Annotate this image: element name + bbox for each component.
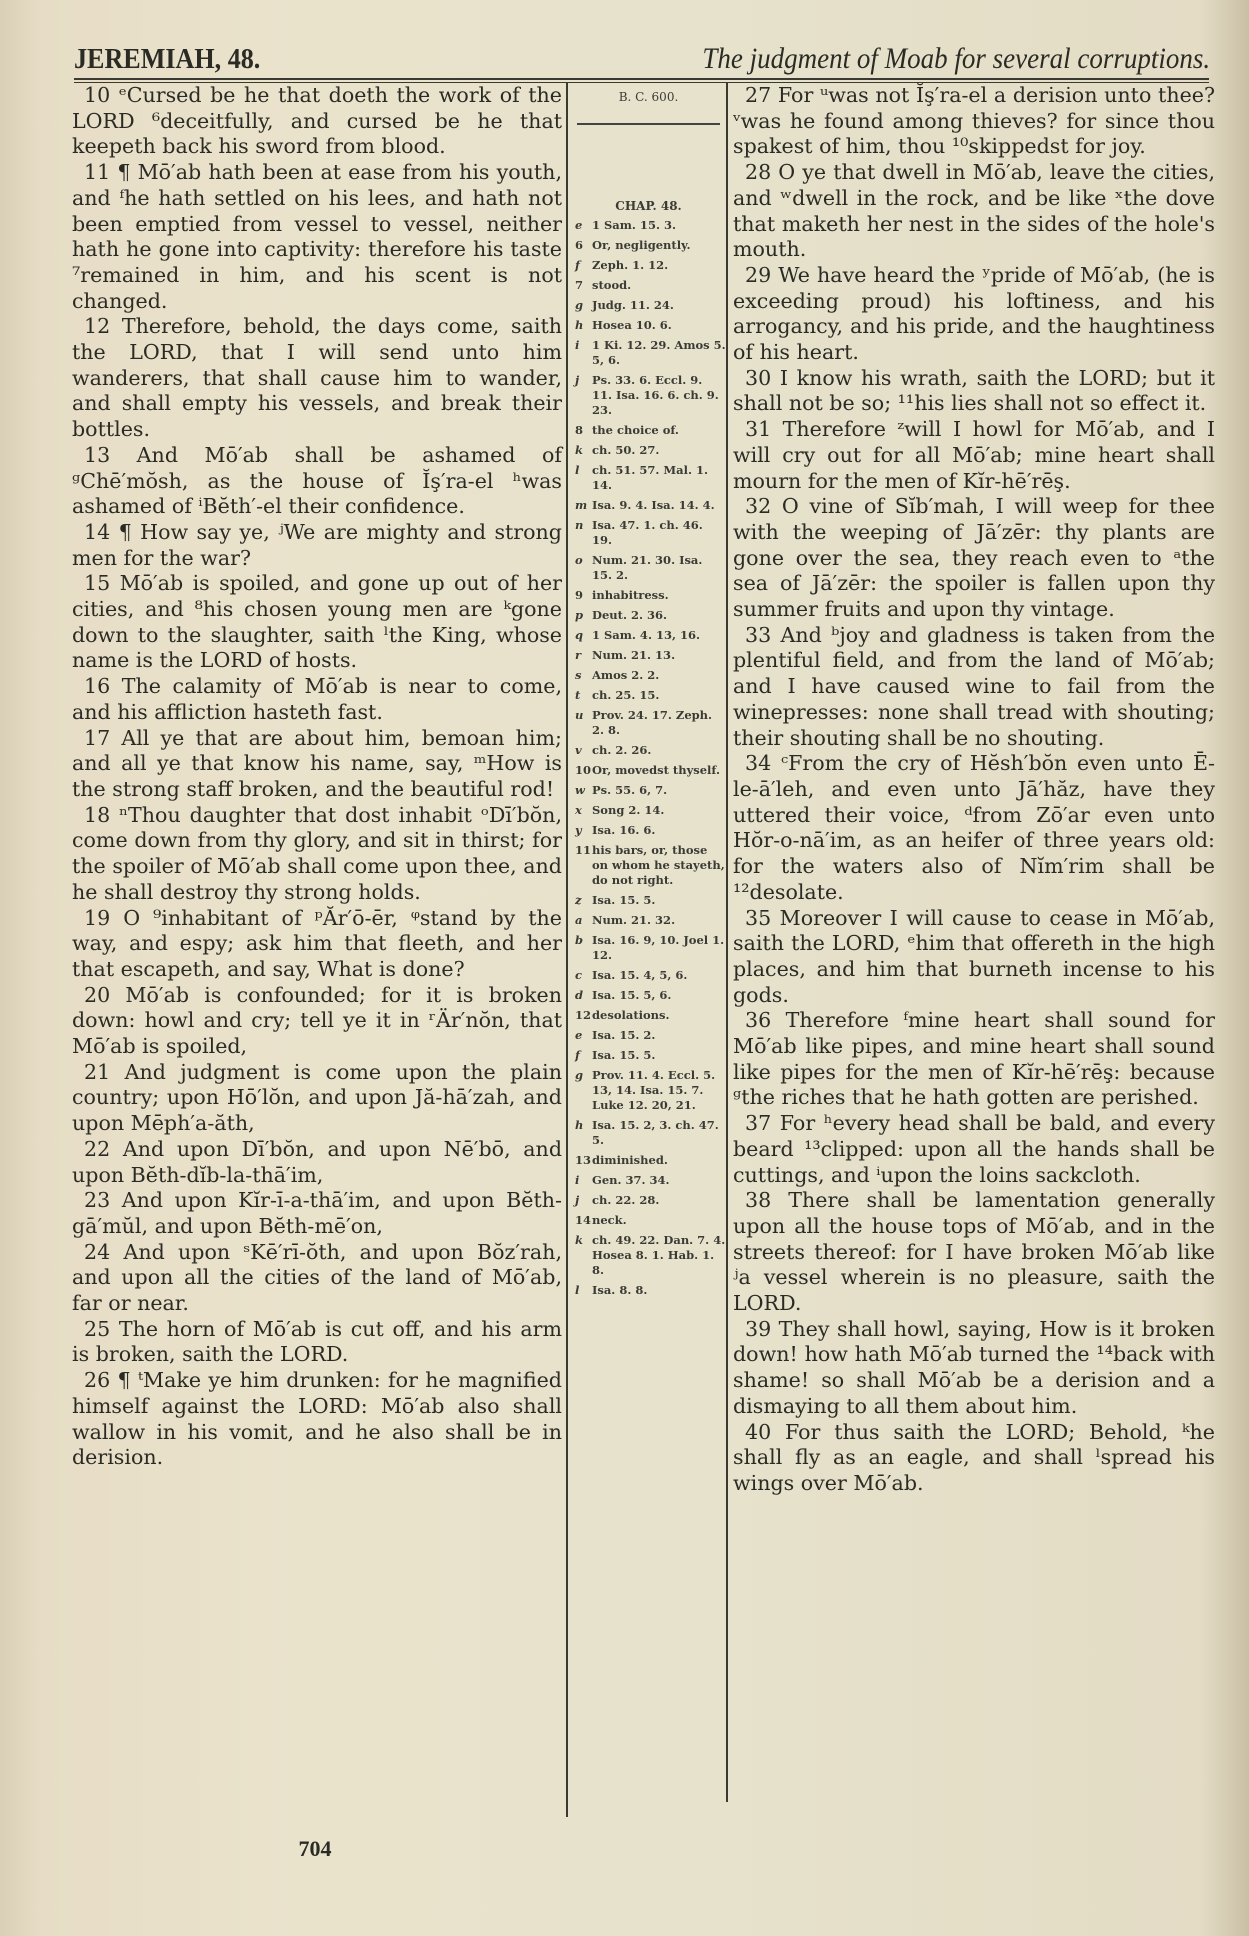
reference-text: the choice of.: [592, 423, 679, 437]
verse: 27 For ᵘwas not Ĭş′ra-el a derision unto thee? ᵛwas he found among thieves? for since thou spakest of him, thou ¹⁰skippedst for joy.: [733, 83, 1215, 159]
reference-marker: 12: [575, 1008, 592, 1022]
reference-text: Isa. 15. 2, 3. ch. 47. 5.: [592, 1118, 719, 1147]
reference-text: Gen. 37. 34.: [592, 1173, 670, 1187]
reference-marker: v: [575, 743, 582, 757]
reference-marker: j: [575, 373, 580, 387]
cross-reference: [571, 588, 726, 603]
reference-text: Song 2. 14.: [592, 803, 665, 817]
verse: 21 And judgment is come upon the plain country; upon Hō′lŏn, and upon Jă-hā′zah, and upon Mēph′a-ăth,: [72, 1059, 562, 1136]
cross-reference: [571, 1213, 726, 1228]
cross-reference: [571, 318, 726, 333]
cross-reference: [571, 893, 726, 908]
cross-reference: [571, 933, 726, 963]
running-header: [74, 36, 1210, 76]
cross-reference: [571, 668, 726, 683]
reference-text: stood.: [592, 278, 632, 292]
cross-reference: [571, 968, 726, 983]
reference-marker: l: [575, 463, 580, 477]
reference-text: Zeph. 1. 12.: [592, 258, 669, 272]
reference-marker: g: [575, 1068, 584, 1082]
reference-marker: f: [575, 1048, 580, 1062]
verse: 23 And upon Kĭr-ī-a-thā′im, and upon Bĕth-gā′mŭl, and upon Bĕth-mē′on,: [72, 1188, 562, 1238]
verse: 22 And upon Dī′bŏn, and upon Nē′bō, and upon Bĕth-dĭb-la-thā′im,: [72, 1136, 562, 1187]
cross-reference: [571, 763, 726, 778]
verse: 15 Mō′ab is spoiled, and gone up out of her cities, and ⁸his chosen young men are ᵏgone down to the slaughter, saith ˡthe King, whose name is the LORD of hosts.: [72, 571, 562, 673]
reference-marker: a: [575, 913, 583, 927]
reference-marker: 6: [575, 238, 584, 252]
reference-marker: 10: [575, 763, 592, 777]
cross-reference: [571, 988, 726, 1003]
reference-text: Num. 21. 32.: [592, 913, 676, 927]
reference-text: Deut. 2. 36.: [592, 608, 667, 622]
cross-reference: [571, 1008, 726, 1023]
cross-reference: [571, 803, 726, 818]
reference-list: [571, 218, 726, 1298]
reference-marker: u: [575, 708, 584, 722]
reference-marker: h: [575, 318, 584, 332]
cross-reference: [571, 1193, 726, 1208]
verse: 28 O ye that dwell in Mō′ab, leave the cities, and ʷdwell in the rock, and be like ˣthe dove that maketh her nest in the sides of the hole's mouth.: [733, 160, 1215, 262]
reference-text: 1 Ki. 12. 29. Amos 5. 5, 6.: [592, 338, 726, 367]
cross-reference: [571, 298, 726, 313]
reference-text: desolations.: [592, 1008, 670, 1022]
cross-reference: [571, 783, 726, 798]
reference-marker: x: [575, 803, 582, 817]
reference-marker: e: [575, 1028, 583, 1042]
verse: 14 ¶ How say ye, ʲWe are mighty and strong men for the war?: [72, 519, 562, 570]
reference-text: Amos 2. 2.: [592, 668, 660, 682]
cross-reference: [571, 1028, 726, 1043]
reference-text: Isa. 15. 5, 6.: [592, 988, 672, 1002]
reference-text: 1 Sam. 15. 3.: [592, 218, 676, 232]
cross-reference: [571, 553, 726, 583]
verse: 12 Therefore, behold, the days come, saith the LORD, that I will send unto him wanderers, that shall cause him to wander, and shall empty his vessels, and break their bottles.: [72, 314, 562, 442]
verse: 36 Therefore ᶠmine heart shall sound for Mō′ab like pipes, and mine heart shall sound like pipes for the men of Kĭr-hē′rēş: because ᵍthe riches that he hath gotten are perished.: [733, 1008, 1215, 1110]
reference-marker: s: [575, 668, 582, 682]
reference-marker: e: [575, 218, 583, 232]
reference-text: Isa. 47. 1. ch. 46. 19.: [592, 518, 703, 547]
cross-reference: [571, 258, 726, 273]
cross-reference: [571, 1118, 726, 1148]
reference-marker: c: [575, 968, 583, 982]
reference-marker: i: [575, 1173, 580, 1187]
column-divider-left: [566, 82, 568, 1817]
reference-text: ch. 22. 28.: [592, 1193, 660, 1207]
cross-reference: [571, 498, 726, 513]
reference-marker: 11: [575, 843, 592, 857]
verse: 38 There shall be lamentation generally upon all the house tops of Mō′ab, and in the streets thereof: for I have broken Mō′ab like ʲa vessel wherein is no pleasure, saith the LORD.: [733, 1188, 1215, 1316]
cross-reference: [571, 823, 726, 838]
reference-text: Isa. 15. 2.: [592, 1028, 656, 1042]
verse: 32 O vine of Sĭb′mah, I will weep for thee with the weeping of Jā′zēr: thy plants are gone over the sea, they reach even to ᵃthe sea of Jā′zēr: the spoiler is fallen upon thy summer fruits and upon thy vintage.: [733, 494, 1215, 622]
reference-marker: j: [575, 1193, 580, 1207]
verse: 39 They shall howl, saying, How is it broken down! how hath Mō′ab turned the ¹⁴back with shame! so shall Mō′ab be a derision and a dismaying to all them about him.: [733, 1316, 1215, 1418]
verse: 11 ¶ Mō′ab hath been at ease from his youth, and ᶠhe hath settled on his lees, and hath not been emptied from vessel to vessel, neither hath he gone into captivity: therefore his taste ⁷remained in him, and his scent is not changed.: [72, 160, 562, 313]
chapter-label: CHAP. 48.: [615, 199, 682, 213]
text-column-left: [72, 83, 562, 1471]
reference-text: Ps. 55. 6, 7.: [592, 783, 668, 797]
cross-reference: [571, 463, 726, 493]
verse: 31 Therefore ᶻwill I howl for Mō′ab, and I will cry out for all Mō′ab; mine heart shall mourn for the men of Kĭr-hē′rēş.: [733, 417, 1215, 493]
verse: 18 ⁿThou daughter that dost inhabit ᵒDī′bŏn, come down from thy glory, and sit in thirst; for the spoiler of Mō′ab shall come upon thee, and he shall destroy thy strong holds.: [72, 802, 562, 904]
reference-marker: 13: [575, 1153, 592, 1167]
cross-reference: [571, 1233, 726, 1278]
cross-reference: [571, 1173, 726, 1188]
margin-references: [571, 84, 726, 1303]
verse: 17 All ye that are about him, bemoan him; and all ye that know his name, say, ᵐHow is the strong staff broken, and the beautiful rod!: [72, 725, 562, 801]
reference-text: Num. 21. 30. Isa. 15. 2.: [592, 553, 703, 582]
reference-marker: b: [575, 933, 584, 947]
reference-marker: 8: [575, 423, 584, 437]
cross-reference: [571, 423, 726, 438]
reference-text: 1 Sam. 4. 13, 16.: [592, 628, 700, 642]
cross-reference: [571, 1153, 726, 1168]
reference-text: his bars, or, those on whom he stayeth, do not right.: [592, 843, 725, 887]
cross-reference: [571, 648, 726, 663]
verse: 34 ᶜFrom the cry of Hĕsh′bŏn even unto Ē-le-ā′leh, and even unto Jā′hăz, have they uttered their voice, ᵈfrom Zō′ar even unto Hŏr-o-nā′im, as an heifer of three years old: for the waters also of Nĭm′rim shall be ¹²desolate.: [733, 751, 1215, 904]
page-number: 704: [298, 1836, 332, 1861]
reference-marker: k: [575, 1233, 583, 1247]
reference-marker: i: [575, 338, 580, 352]
reference-marker: p: [575, 608, 584, 622]
cross-reference: [571, 1048, 726, 1063]
reference-marker: n: [575, 518, 584, 532]
verse: 13 And Mō′ab shall be ashamed of ᵍChē′mŏsh, as the house of Ĭş′ra-el ʰwas ashamed of ⁱBĕth′-el their confidence.: [72, 442, 562, 519]
reference-marker: g: [575, 298, 584, 312]
reference-marker: m: [575, 498, 588, 512]
reference-text: ch. 50. 27.: [592, 443, 660, 457]
reference-text: Prov. 24. 17. Zeph. 2. 8.: [592, 708, 713, 737]
reference-marker: w: [575, 783, 585, 797]
column-divider-right: [726, 82, 728, 1802]
header-rule: [74, 78, 1209, 80]
cross-reference: [571, 1283, 726, 1298]
verse: 29 We have heard the ʸpride of Mō′ab, (he is exceeding proud) his loftiness, and his arrogancy, and his pride, and the haughtiness of his heart.: [733, 262, 1215, 365]
cross-reference: [571, 843, 726, 888]
cross-reference: [571, 608, 726, 623]
reference-text: ch. 49. 22. Dan. 7. 4. Hosea 8. 1. Hab. 1. 8.: [592, 1233, 726, 1277]
cross-reference: [571, 708, 726, 738]
verse: 19 O ⁹inhabitant of ᵖĂr′ō-ēr, ᵠstand by the way, and espy; ask him that fleeth, and her that escapeth, and say, What is done?: [72, 905, 562, 981]
era-rule: [577, 123, 720, 125]
reference-text: neck.: [592, 1213, 627, 1227]
book-chapter-title: JEREMIAH, 48.: [74, 43, 261, 75]
reference-marker: z: [575, 893, 582, 907]
reference-text: Isa. 9. 4. Isa. 14. 4.: [592, 498, 715, 512]
verse: 30 I know his wrath, saith the LORD; but it shall not be so; ¹¹his lies shall not so effect it.: [733, 365, 1215, 416]
reference-text: inhabitress.: [592, 588, 669, 602]
reference-text: ch. 51. 57. Mal. 1. 14.: [592, 463, 708, 492]
reference-text: Isa. 8. 8.: [592, 1283, 648, 1297]
reference-text: Ps. 33. 6. Eccl. 9. 11. Isa. 16. 6. ch. 9. 23.: [592, 373, 719, 417]
reference-text: Isa. 15. 4, 5, 6.: [592, 968, 688, 982]
verse: 26 ¶ ᵗMake ye him drunken: for he magnified himself against the LORD: Mō′ab also shall wallow in his vomit, and he also shall be in derision.: [72, 1368, 562, 1470]
reference-marker: 7: [575, 278, 584, 292]
verse: 37 For ʰevery head shall be bald, and every beard ¹³clipped: upon all the hands shall be cuttings, and ⁱupon the loins sackcloth.: [733, 1111, 1215, 1187]
era-date: B. C. 600.: [618, 90, 679, 104]
reference-text: Hosea 10. 6.: [592, 318, 672, 332]
cross-reference: [571, 688, 726, 703]
reference-marker: l: [575, 1283, 580, 1297]
reference-text: Isa. 16. 6.: [592, 823, 656, 837]
reference-text: ch. 25. 15.: [592, 688, 660, 702]
reference-marker: 14: [575, 1213, 592, 1227]
cross-reference: [571, 1068, 726, 1113]
reference-marker: f: [575, 258, 580, 272]
reference-text: Or, movedst thyself.: [592, 763, 720, 777]
reference-text: Judg. 11. 24.: [592, 298, 674, 312]
cross-reference: [571, 628, 726, 643]
reference-marker: r: [575, 648, 582, 662]
reference-marker: d: [575, 988, 584, 1002]
cross-reference: [571, 913, 726, 928]
reference-marker: h: [575, 1118, 584, 1132]
reference-text: Num. 21. 13.: [592, 648, 676, 662]
reference-marker: q: [575, 628, 584, 642]
reference-text: Isa. 15. 5.: [592, 893, 656, 907]
cross-reference: [571, 373, 726, 418]
reference-marker: o: [575, 553, 583, 567]
cross-reference: [571, 443, 726, 458]
reference-text: diminished.: [592, 1153, 668, 1167]
page-summary-heading: The judgment of Moab for several corruptions.: [702, 42, 1210, 75]
cross-reference: [571, 518, 726, 548]
verse: 35 Moreover I will cause to cease in Mō′ab, saith the LORD, ᵉhim that offereth in the high places, and him that burneth incense to his gods.: [733, 905, 1215, 1007]
verse: 20 Mō′ab is confounded; for it is broken down: howl and cry; tell ye it in ʳÄr′nŏn, that Mō′ab is spoiled,: [72, 982, 562, 1059]
reference-marker: k: [575, 443, 583, 457]
reference-marker: t: [575, 688, 581, 702]
verse: 16 The calamity of Mō′ab is near to come, and his affliction hasteth fast.: [72, 674, 562, 724]
cross-reference: [571, 238, 726, 253]
cross-reference: [571, 338, 726, 368]
reference-marker: 9: [575, 588, 584, 602]
reference-text: Or, negligently.: [592, 238, 691, 252]
verse: 24 And upon ˢKē′rī-ŏth, and upon Bŏz′rah, and upon all the cities of the land of Mō′ab, far or near.: [72, 1239, 562, 1316]
verse: 33 And ᵇjoy and gladness is taken from the plentiful field, and from the land of Mō′ab; and I have caused wine to fail from the winepresses: none shall tread with shouting; their shouting shall be no shouting.: [733, 622, 1215, 750]
cross-reference: [571, 218, 726, 233]
reference-text: Isa. 15. 5.: [592, 1048, 656, 1062]
verse: 40 For thus saith the LORD; Behold, ᵏhe shall fly as an eagle, and shall ˡspread his wings over Mō′ab.: [733, 1419, 1215, 1495]
reference-text: Isa. 16. 9, 10. Joel 1. 12.: [592, 933, 725, 962]
reference-text: Prov. 11. 4. Eccl. 5. 13, 14. Isa. 15. 7. Luke 12. 20, 21.: [592, 1068, 716, 1112]
reference-text: ch. 2. 26.: [592, 743, 652, 757]
text-column-right: [733, 83, 1215, 1497]
verse: 10 ᵉCursed be he that doeth the work of the LORD ⁶deceitfully, and cursed be he that keepeth back his sword from blood.: [72, 83, 562, 159]
cross-reference: [571, 278, 726, 293]
cross-reference: [571, 743, 726, 758]
reference-marker: y: [575, 823, 582, 837]
verse: 25 The horn of Mō′ab is cut off, and his arm is broken, saith the LORD.: [72, 1316, 562, 1367]
